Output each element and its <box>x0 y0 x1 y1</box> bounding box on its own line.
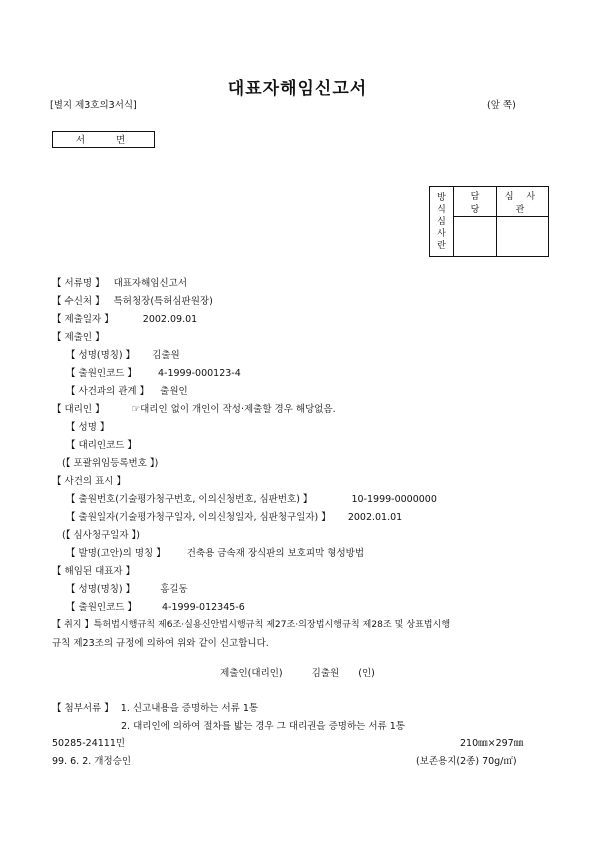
dismissed-code-value: 4-1999-012345-6 <box>161 602 245 613</box>
case-invention-value: 건축용 금속재 장식판의 보호피막 형성방법 <box>186 548 365 559</box>
approval-vertical-label: 방 식 심 사 란 <box>430 187 454 257</box>
dismissed-code-row <box>66 599 245 613</box>
case-appdate-value: 2002.01.01 <box>347 512 403 523</box>
purpose-line-2: 규칙 제23조의 규정에 의하여 위와 같이 신고합니다. <box>52 638 269 649</box>
attachment-item-2: 2. 대리인에 의하여 절차를 밟는 경우 그 대리권을 증명하는 서류 1통 <box>121 721 405 732</box>
doc-name-label: 【 서류명 】 <box>52 278 105 289</box>
agent-name-label: 【 성명 】 <box>66 422 110 433</box>
approval-stamp-table <box>429 186 549 257</box>
attachment-item-1: 1. 신고내용을 증명하는 서류 1통 <box>120 703 259 714</box>
recipient-label: 【 수신처 】 <box>52 296 105 307</box>
case-label: 【 사건의 표시 】 <box>52 476 126 487</box>
footer-code: 50285-24111민 <box>52 738 126 749</box>
doc-name-value: 대표자해임신고서 <box>113 278 188 289</box>
footer-paper: (보존용지(2종) 70g/㎡) <box>416 756 517 767</box>
submitter-code-value: 4-1999-000123-4 <box>157 368 241 379</box>
case-appno-value: 10-1999-0000000 <box>351 494 437 505</box>
dismissed-code-label: 【 출원인코드 】 <box>66 602 137 613</box>
signature-seal: (인) <box>358 668 375 679</box>
submitter-name-value: 김출원 <box>152 350 180 361</box>
case-appdate-row <box>66 509 402 523</box>
agent-code-label: 【 대리인코드 】 <box>66 440 137 451</box>
dismissed-name-value: 홍길동 <box>160 584 188 595</box>
attachments-row <box>52 700 258 714</box>
dismissed-name-row <box>66 581 188 595</box>
recipient-value: 특허청장(특허심판원장) <box>113 296 213 307</box>
footer-size: 210㎜×297㎜ <box>460 738 524 749</box>
purpose-line-1: 【 취지 】특허법시행규칙 제6조·실용신안법시행규칙 제27조·의장법시행규칙 제28조 및 상표법시행 <box>52 620 451 630</box>
dismissed-name-label: 【 성명(명칭) 】 <box>66 584 136 595</box>
dismissed-label: 【 해임된 대표자 】 <box>52 566 136 577</box>
form-number: [별지 제3호의3서식] <box>50 100 137 111</box>
submit-date-label: 【 제출일자 】 <box>52 314 114 325</box>
agent-label: 【 대리인 】 <box>52 404 105 415</box>
attachments-label: 【 첨부서류 】 <box>52 703 114 714</box>
approval-cell-examiner <box>497 217 549 257</box>
case-invention-label: 【 발명(고안)의 명칭 】 <box>66 548 166 559</box>
signature-line <box>0 665 595 679</box>
doc-name-row <box>52 275 187 289</box>
agent-note: ☞대리인 없이 개인이 작성·제출할 경우 해당없음. <box>131 404 336 415</box>
relation-value: 출원인 <box>160 386 188 397</box>
submit-date-row <box>52 311 197 325</box>
submitter-name-row <box>66 347 180 361</box>
case-invention-row <box>66 545 364 559</box>
document-title: 대표자해임신고서 <box>227 79 368 99</box>
signature-name: 김출원 <box>311 668 340 679</box>
footer-approval: 99. 6. 2. 개정승인 <box>52 756 132 767</box>
submitter-code-label: 【 출원인코드 】 <box>66 368 137 379</box>
page-side-label: (앞 쪽) <box>487 100 516 111</box>
signature-label: 제출인(대리인) <box>220 668 283 679</box>
case-appdate-label: 【 출원일자(기술평가청구일자, 이의신청일자, 심판청구일자) 】 <box>66 512 331 523</box>
agent-row <box>52 401 336 415</box>
submitter-code-row <box>66 365 241 379</box>
agent-reg-label: (【 포괄위임등록번호 】) <box>62 458 159 469</box>
case-appno-row <box>66 491 437 505</box>
case-appno-label: 【 출원번호(기술평가청구번호, 이의신청번호, 심판번호) 】 <box>66 494 313 505</box>
submitter-name-label: 【 성명(명칭) 】 <box>66 350 136 361</box>
submission-type-box: 서 면 <box>52 131 155 148</box>
recipient-row <box>52 293 213 307</box>
approval-cell-officer <box>454 217 497 257</box>
approval-col-officer: 담 당 <box>454 187 497 217</box>
relation-label: 【 사건과의 관계 】 <box>66 386 150 397</box>
submitter-label: 【 제출인 】 <box>52 332 105 343</box>
relation-row <box>66 383 188 397</box>
approval-col-examiner: 심 사 관 <box>497 187 549 217</box>
submit-date-value: 2002.09.01 <box>142 314 198 325</box>
case-request-label: (【 심사청구일자 】) <box>62 530 141 541</box>
